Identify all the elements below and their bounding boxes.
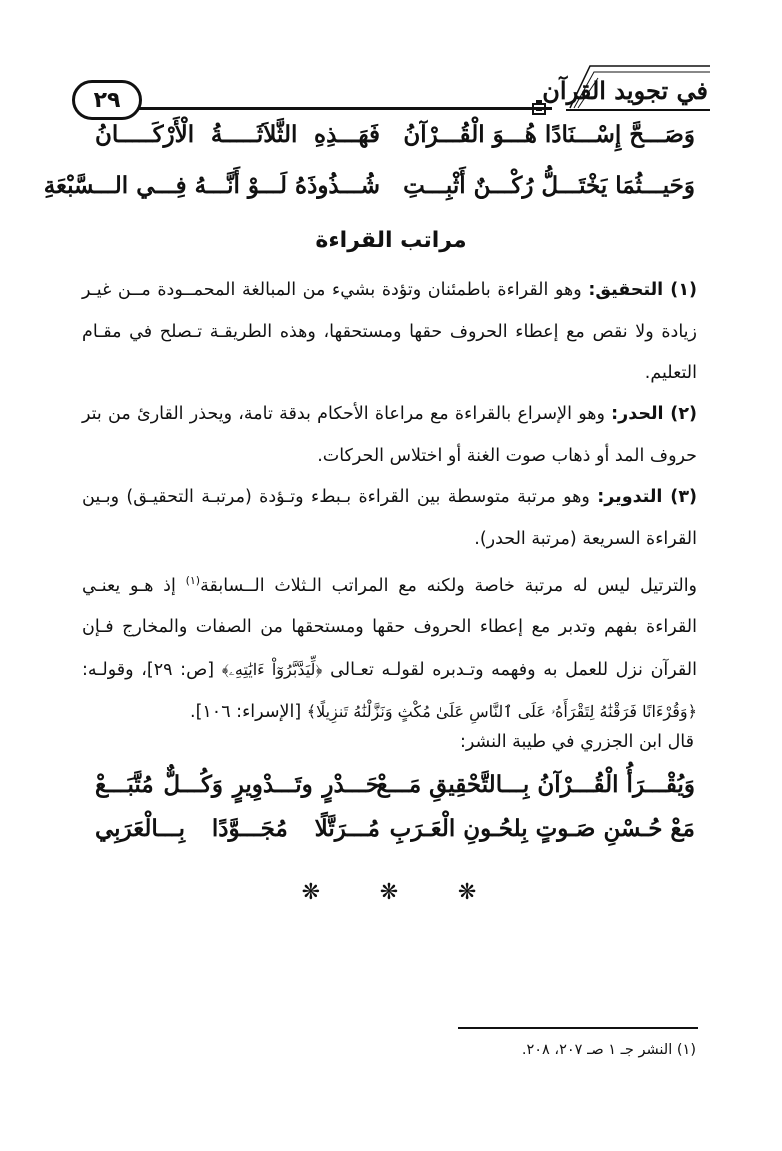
book-title-logo bbox=[542, 52, 720, 118]
term-tahqiq: (١) التحقيق: bbox=[588, 280, 697, 300]
hemistich-first: وَحَيـــثُمَا يَخْتَـــلُّ رُكْـــنٌ أَثْبِـــتِ bbox=[403, 172, 695, 199]
page-number: ٢٩ bbox=[72, 80, 142, 120]
paragraph-text: إذ هـو يعنـي القراءة بفهم وتدبر مع إعطاء الحروف حقها ومستحقها من الصفات والمخارج فـإن القرآن نزل للعمل به وفهمه وتـدبره لقولـه تعـالى bbox=[82, 575, 697, 680]
hemistich-first: مَعْ حُـسْنِ صَـوتٍ بِلحُـونِ الْعَـرَبِ bbox=[389, 815, 695, 842]
footnote: (١) النشر جـ ١ صـ ٢٠٧، ٢٠٨. bbox=[521, 1042, 696, 1058]
hemistich-second: مُـــرَتَّلًا مُجَـــوَّدًا بِـــالْعَرَبِي bbox=[95, 815, 380, 842]
header-rule bbox=[130, 107, 552, 110]
paragraph-text: [الإسراء: ١٠٦]. bbox=[190, 702, 307, 723]
book-title: في تجويد القرآن bbox=[542, 76, 708, 105]
verse-line bbox=[95, 771, 695, 815]
quran-verse: ﴿لِّيَدَّبَّرُوٓاْ ءَايَٰتِهِۦ﴾ bbox=[221, 659, 323, 679]
hemistich-second: فَهَـــذِهِ الثَّلاَثَـــــةُ الْأَرْكَـــــانُ bbox=[95, 121, 380, 148]
star-icon: ❋ bbox=[379, 880, 403, 905]
paragraph-hadr bbox=[82, 394, 697, 477]
quran-verse: ﴿وَقُرْءَانًا فَرَقْنَٰهُ لِتَقْرَأَهُۥ عَلَى ٱلنَّاسِ عَلَىٰ مُكْثٍ وَنَزَّلْنَٰهُ تَنزِيلًا﴾ bbox=[306, 702, 697, 722]
nashr-intro: قال ابن الجزري في طيبة النشر: bbox=[459, 732, 694, 752]
paragraph-text: والترتيل ليس له مرتبة خاصة ولكنه مع المراتب الـثلاث الــسابقة bbox=[200, 575, 698, 596]
paragraph-tahqiq bbox=[82, 270, 697, 395]
paragraph-text: وهو القراءة باطمئنان وتؤدة بشيء من المبالغة المحمــودة مــن غيـر زيادة ولا نقص مع إعطاء الحروف حقها ومستحقها، وهذه الطريقـة تـصلح في مقـام التعليم. bbox=[82, 280, 697, 383]
star-icon: ❋ bbox=[301, 880, 325, 905]
footnote-ref[interactable]: (١) bbox=[185, 574, 201, 587]
term-tadwir: (٣) التدوير: bbox=[597, 487, 697, 507]
star-icon: ❋ bbox=[457, 880, 481, 905]
verse-line bbox=[43, 172, 695, 216]
hemistich-first: وَيُقْـــرَأُ الْقُـــرْآنُ بِـــالتَّحْقِيقِ مَـــعْ bbox=[376, 771, 695, 798]
verse-line bbox=[95, 121, 695, 165]
paragraph-text: وهو الإسراع بالقراءة مع مراعاة الأحكام بدقة تامة، ويحذر القارئ من بتر حروف المد أو ذهاب صوت الغنة أو اختلاس الحركات. bbox=[82, 404, 697, 466]
section-title: مراتب القراءة bbox=[315, 228, 467, 253]
paragraph-text: [ص: ٢٩]، وقولـه: bbox=[82, 659, 222, 680]
verse-line bbox=[95, 815, 695, 859]
page-header bbox=[72, 52, 720, 122]
paragraph-tartil bbox=[82, 560, 697, 734]
paragraph-tadwir bbox=[82, 477, 697, 560]
hemistich-first: وَصَـــحَّ إِسْـــنَادًا هُـــوَ الْقُـــرْآنُ bbox=[403, 121, 695, 148]
section-separator bbox=[0, 880, 782, 905]
term-hadr: (٢) الحدر: bbox=[611, 404, 697, 424]
paragraph-text: وهو مرتبة متوسطة بين القراءة بـبطء وتـؤدة (مرتبـة التحقيـق) وبـين القراءة السريعة (مرتبة الحدر). bbox=[82, 487, 697, 549]
hemistich-second: شُـــذُوذَهُ لَـــوْ أَنَّـــهُ فِـــي الـــسَّبْعَةِ bbox=[43, 172, 380, 199]
footnote-divider bbox=[458, 1027, 698, 1029]
hemistich-second: حَـــدْرٍ وتَـــدْوِيرٍ وَكُـــلٌّ مُتَّبَـــعْ bbox=[95, 771, 380, 798]
